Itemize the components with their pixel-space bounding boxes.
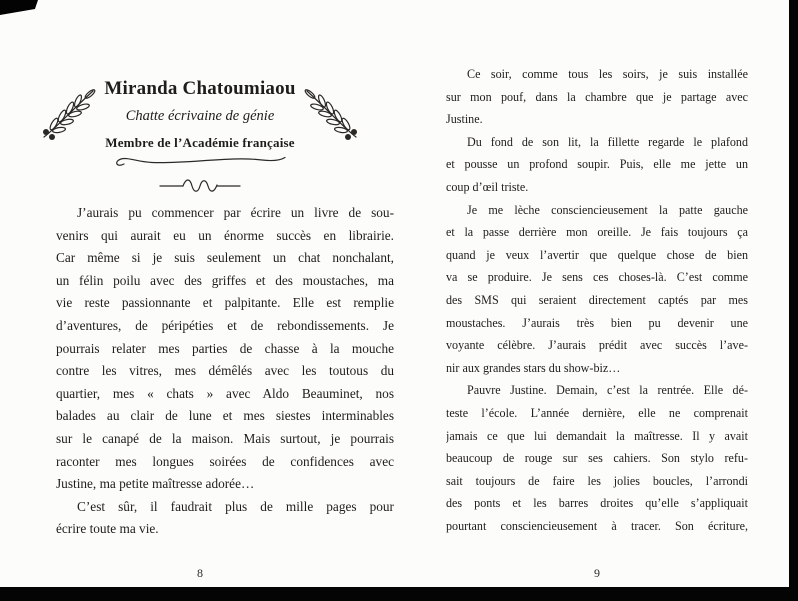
text-line: sur le canapé de la maison. Mais surtout, je pourrais [56,430,394,446]
page-number-left: 8 [197,566,203,580]
text-line: coup d’œil triste. [446,179,529,194]
olive-branch-left-icon [40,86,98,140]
olive-branch-right-icon [302,86,360,140]
book-membership: Membre de l’Académie française [105,135,295,150]
text-line: Justine. [446,112,483,127]
text-line: beaucoup de rouge sur ses cahiers. Son stylo refu- [446,451,748,466]
book-subtitle: Chatte écrivaine de génie [125,108,275,124]
text-line: jamais ce que lui demandait la maîtresse. Il y avait [446,428,748,443]
scribble-divider-icon [158,177,242,195]
text-line: Justine, ma petite maîtresse adorée… [56,476,255,492]
text-line: Ce soir, comme tous les soirs, je suis installée [467,67,748,81]
text-line: Je me lèche consciencieusement la patte gauche [467,202,748,217]
text-line: teste l’école. L’année dernière, elle ne comprenait [446,405,748,420]
left-page-text [56,202,394,541]
text-line: des SMS qui seraient directement captés par mes [446,292,748,307]
text-line: Pauvre Justine. Demain, c’est la rentrée. Elle dé- [467,383,748,398]
text-line: un félin poilu avec des griffes et des moustaches, ma [56,272,394,288]
text-line: Car même si je suis seulement un chat nonchalant, [56,250,394,266]
text-line: voyante célèbre. J’aurais prédit avec succès l’ave- [446,338,748,353]
page-number-right: 9 [594,566,600,580]
text-line: J’aurais pu commencer par écrire un livre de sou- [77,205,394,220]
flourish-underline-icon [112,153,288,169]
right-page-text [446,63,748,537]
text-line: écrire toute ma vie. [56,521,159,537]
text-line: quartier, mes « chats » avec Aldo Beauminet, nos [56,385,394,401]
text-line: et la passe derrière mon oreille. Je fais toujours ça [446,225,748,240]
text-line: balades au clair de lune et mes siestes interminables [56,408,394,424]
text-line: sur mon pouf, dans la chambre que je partage avec [446,89,748,104]
background-edge-right [789,0,798,601]
text-line: moustaches. J’aurais très bien pu devenir une [446,315,748,330]
text-line: pourrais relater mes parties de chasse à la mouche [56,340,394,356]
text-line: raconter mes longues soirées de confidences avec [56,453,394,469]
text-line: et pousse un profond soupir. Puis, elle me jette un [446,157,748,172]
text-line: Du fond de son lit, la fillette regarde le plafond [467,134,748,149]
text-line: nir aux grandes stars du show-biz… [446,360,621,375]
text-line: va se produire. Je sens ces choses-là. C’est comme [446,270,748,285]
text-line: d’aventures, de péripéties et de rebondissements. Je [56,317,394,333]
background-edge-bottom [0,587,798,601]
text-line: C’est sûr, il faudrait plus de mille pages pour [77,498,394,514]
text-line: sait toujours de faire les jolies boucles, l’arrondi [446,473,748,488]
text-line: pourtant consciencieusement à tracer. Son écriture, [446,518,748,533]
text-line: contre les vitres, mes démêlés avec les toutous du [56,363,394,379]
text-line: quand je veux l’avertir que quelque chose de bien [446,247,748,262]
text-line: des ponts et les barres droites qu’elle s’appliquait [446,496,748,511]
text-line: venirs qui aurait eu un énorme succès en librairie. [56,227,394,243]
chapter-header [30,72,370,195]
text-line: vie reste passionnante et palpitante. Elle est remplie [56,295,394,311]
book-title: Miranda Chatoumiaou [104,78,296,99]
